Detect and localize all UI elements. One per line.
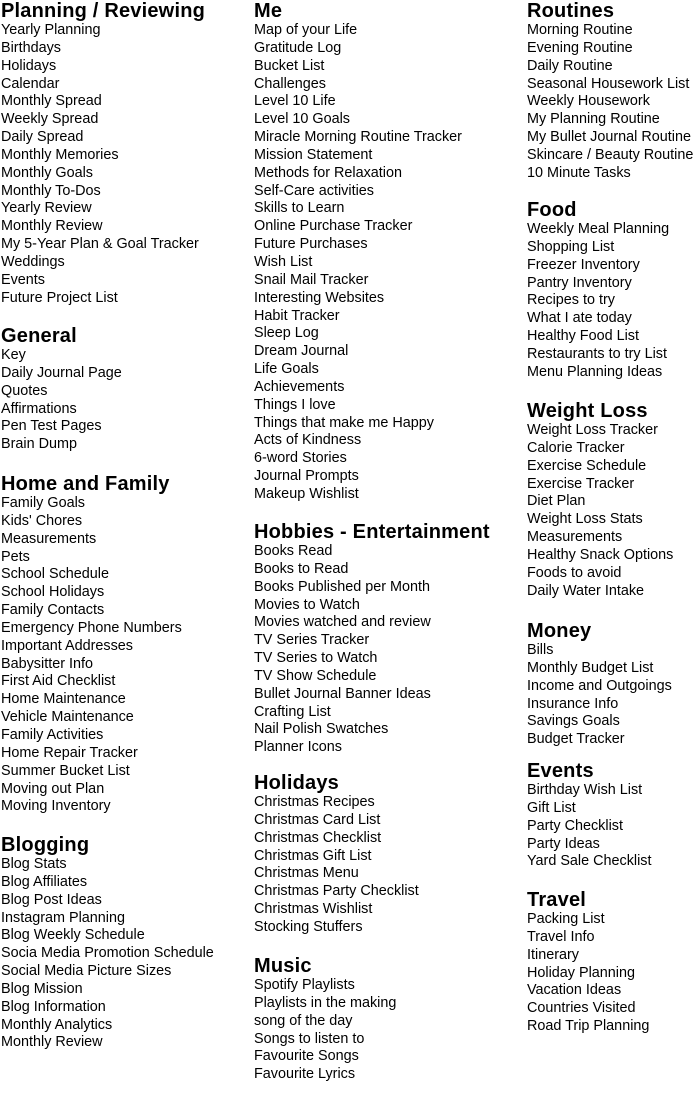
list-item: Socia Media Promotion Schedule [1, 945, 214, 962]
list-item: Gift List [527, 799, 576, 816]
list-item: Monthly Budget List [527, 659, 654, 676]
list-item: School Schedule [1, 566, 110, 583]
section-list [1, 856, 214, 1052]
list-item: Daily Journal Page [1, 364, 122, 381]
list-item: Insurance Info [527, 695, 619, 712]
list-item: Christmas Party Checklist [254, 883, 419, 900]
list-item: Pen Test Pages [1, 418, 102, 435]
list-item: Birthdays [1, 39, 61, 56]
list-item: Future Purchases [254, 236, 368, 253]
list-item: Important Addresses [1, 637, 133, 654]
section-events [527, 760, 652, 871]
list-item: Interesting Websites [254, 289, 385, 306]
section-heading: Routines [527, 0, 615, 22]
list-item: 6-word Stories [254, 450, 347, 467]
list-item: Events [1, 271, 45, 288]
list-item: Monthly Review [1, 1034, 103, 1051]
list-item: Exercise Schedule [527, 457, 647, 474]
list-item: Bullet Journal Banner Ideas [254, 685, 431, 702]
list-item: Vehicle Maintenance [1, 709, 134, 726]
list-item: Miracle Morning Routine Tracker [254, 129, 462, 146]
list-item: Songs to listen to [254, 1030, 365, 1047]
section-list [527, 22, 693, 183]
list-item: Quotes [1, 382, 48, 399]
list-item: 10 Minute Tasks [527, 164, 631, 181]
list-item: Birthday Wish List [527, 782, 643, 798]
list-item: Weekly Housework [527, 93, 650, 110]
list-item: Morning Routine [527, 22, 633, 38]
list-item: Weddings [1, 253, 65, 270]
list-item: Snail Mail Tracker [254, 271, 369, 288]
list-item: Christmas Gift List [254, 847, 372, 864]
list-item: Yard Sale Checklist [527, 853, 652, 870]
section-heading: Hobbies - Entertainment [254, 521, 490, 543]
section-list [527, 221, 669, 382]
section-music [254, 955, 396, 1084]
list-item: Yearly Planning [1, 22, 101, 38]
list-item: First Aid Checklist [1, 673, 116, 690]
list-item: Movies to Watch [254, 596, 360, 613]
section-list [1, 495, 182, 816]
list-item: Budget Tracker [527, 731, 625, 748]
list-item: Exercise Tracker [527, 475, 635, 492]
list-item: Affirmations [1, 400, 77, 417]
list-item: Weekly Spread [1, 111, 99, 128]
list-item: Emergency Phone Numbers [1, 619, 182, 636]
list-item: Monthly Goals [1, 164, 93, 181]
list-item: Christmas Checklist [254, 829, 382, 846]
list-item: Holidays [1, 57, 57, 74]
list-item: Planner Icons [254, 739, 342, 756]
list-item: Holiday Planning [527, 964, 636, 981]
list-item: Christmas Recipes [254, 794, 375, 810]
section-heading: Travel [527, 889, 587, 911]
section-heading: Holidays [254, 772, 339, 794]
list-item: Income and Outgoings [527, 677, 672, 694]
section-list [527, 642, 672, 749]
list-item: Kids' Chores [1, 512, 83, 529]
list-item: Menu Planning Ideas [527, 363, 663, 380]
list-item: Books to Read [254, 560, 349, 577]
list-item: Daily Spread [1, 129, 84, 146]
list-item: Methods for Relaxation [254, 164, 402, 181]
list-item: Packing List [527, 911, 605, 927]
list-item: Family Activities [1, 726, 104, 743]
list-item: Pets [1, 548, 30, 565]
section-general [1, 325, 122, 454]
section-hobbies-entertainment [254, 521, 490, 757]
list-item: Level 10 Life [254, 93, 336, 110]
section-travel [527, 889, 649, 1036]
list-item: Wish List [254, 253, 313, 270]
section-heading: Planning / Reviewing [1, 0, 206, 22]
list-item: Monthly Analytics [1, 1016, 113, 1033]
list-item: Healthy Snack Options [527, 546, 674, 563]
list-item: Level 10 Goals [254, 111, 350, 128]
section-weight-loss [527, 400, 673, 600]
list-item: TV Show Schedule [254, 667, 377, 684]
list-item: TV Series Tracker [254, 632, 370, 649]
list-item: Moving out Plan [1, 780, 105, 797]
list-item: My 5-Year Plan & Goal Tracker [1, 236, 199, 253]
list-item: Bucket List [254, 57, 325, 74]
list-item: Christmas Menu [254, 865, 359, 882]
list-item: Blog Affiliates [1, 873, 88, 890]
list-item: Shopping List [527, 238, 615, 255]
list-item: TV Series to Watch [254, 650, 378, 667]
list-item: Self-Care activities [254, 182, 374, 199]
section-routines [527, 0, 693, 183]
list-item: Movies watched and review [254, 614, 431, 631]
list-item: Family Contacts [1, 602, 105, 619]
list-item: Calorie Tracker [527, 439, 625, 456]
list-item: Nail Polish Swatches [254, 721, 389, 738]
section-list [254, 794, 419, 937]
list-item: Habit Tracker [254, 307, 340, 324]
list-item: Itinerary [527, 946, 579, 963]
list-item: Map of your Life [254, 22, 358, 38]
list-item: Daily Water Intake [527, 582, 645, 599]
list-item: Babysitter Info [1, 655, 93, 672]
list-item: Acts of Kindness [254, 432, 362, 449]
section-list [254, 977, 396, 1084]
list-item: Savings Goals [527, 713, 620, 730]
list-item: Makeup Wishlist [254, 485, 359, 502]
list-item: School Holidays [1, 584, 105, 601]
section-planning-reviewing [1, 0, 205, 308]
list-item: Mission Statement [254, 146, 373, 163]
list-item: Blog Mission [1, 980, 83, 997]
list-item: Weight Loss Stats [527, 511, 643, 528]
list-item: Blog Stats [1, 856, 67, 872]
list-item: Recipes to try [527, 292, 615, 309]
list-item: Road Trip Planning [527, 1018, 650, 1035]
list-item: Social Media Picture Sizes [1, 963, 172, 980]
list-item: Sleep Log [254, 325, 319, 342]
list-item: My Planning Routine [527, 111, 660, 128]
list-item: Travel Info [527, 928, 595, 945]
section-food [527, 199, 669, 382]
list-item: Brain Dump [1, 436, 77, 453]
list-item: Seasonal Housework List [527, 75, 690, 92]
list-item: Playlists in the making [254, 994, 397, 1011]
list-item: Measurements [527, 529, 623, 546]
list-item: Spotify Playlists [254, 977, 355, 993]
list-item: Life Goals [254, 361, 319, 378]
section-heading: Money [527, 620, 592, 642]
list-item: Gratitude Log [254, 39, 342, 56]
section-list [527, 911, 649, 1036]
list-item: Weekly Meal Planning [527, 221, 670, 237]
list-item: Home Maintenance [1, 691, 126, 708]
list-item: Party Ideas [527, 835, 600, 852]
list-item: Challenges [254, 75, 327, 92]
list-item: Online Purchase Tracker [254, 218, 413, 235]
list-item: Restaurants to try List [527, 345, 667, 362]
section-list [254, 22, 462, 504]
list-item: Moving Inventory [1, 798, 111, 815]
list-item: My Bullet Journal Routine [527, 129, 691, 146]
list-item: Yearly Review [1, 200, 92, 217]
list-item: Weight Loss Tracker [527, 422, 658, 438]
list-item: Dream Journal [254, 343, 349, 360]
section-heading: Home and Family [1, 473, 170, 495]
section-home-and-family [1, 473, 182, 816]
list-item: Healthy Food List [527, 328, 639, 345]
list-item: Countries Visited [527, 1000, 636, 1017]
section-list [1, 22, 205, 308]
list-item: Crafting List [254, 703, 331, 720]
section-list [527, 782, 652, 871]
section-heading: General [1, 325, 77, 347]
list-item: Books Published per Month [254, 578, 430, 595]
section-holidays [254, 772, 419, 937]
list-item: Favourite Songs [254, 1048, 359, 1065]
section-me [254, 0, 462, 504]
list-item: Key [1, 347, 26, 363]
list-item: Diet Plan [527, 493, 586, 510]
list-item: Pantry Inventory [527, 274, 632, 291]
list-item: Family Goals [1, 495, 85, 511]
section-heading: Food [527, 199, 577, 221]
list-item: Calendar [1, 75, 60, 92]
list-item: Christmas Wishlist [254, 901, 373, 918]
list-item: Evening Routine [527, 39, 633, 56]
section-heading: Events [527, 760, 594, 782]
list-item: Christmas Card List [254, 811, 381, 828]
list-item: Skills to Learn [254, 200, 345, 217]
list-item: Favourite Lyrics [254, 1066, 356, 1083]
list-item: Party Checklist [527, 817, 623, 834]
list-item: Freezer Inventory [527, 256, 640, 273]
list-item: Blog Post Ideas [1, 891, 102, 908]
list-item: Books Read [254, 543, 333, 559]
section-blogging [1, 834, 214, 1052]
section-heading: Weight Loss [527, 400, 648, 422]
list-item: song of the day [254, 1012, 353, 1029]
section-money [527, 620, 672, 749]
list-item: Future Project List [1, 289, 118, 306]
list-item: Measurements [1, 530, 97, 547]
list-item: Things that make me Happy [254, 414, 434, 431]
list-item: Instagram Planning [1, 909, 125, 926]
list-item: Achievements [254, 378, 345, 395]
list-item: Journal Prompts [254, 468, 359, 485]
list-item: Blog Weekly Schedule [1, 927, 145, 944]
list-item: Blog Information [1, 998, 106, 1015]
list-item: Things I love [254, 396, 336, 413]
section-list [527, 422, 673, 600]
section-list [254, 543, 490, 757]
section-heading: Music [254, 955, 312, 977]
list-item: Stocking Stuffers [254, 918, 363, 935]
list-item: Foods to avoid [527, 564, 622, 581]
list-item: Vacation Ideas [527, 982, 622, 999]
list-item: Summer Bucket List [1, 762, 130, 779]
list-item: Bills [527, 642, 554, 658]
list-item: What I ate today [527, 310, 632, 327]
list-item: Monthly To-Dos [1, 182, 101, 199]
list-item: Skincare / Beauty Routine [527, 146, 694, 163]
list-item: Monthly Review [1, 218, 103, 235]
section-heading: Me [254, 0, 283, 22]
list-item: Monthly Spread [1, 93, 102, 110]
section-list [1, 347, 122, 454]
list-item: Daily Routine [527, 57, 613, 74]
list-item: Home Repair Tracker [1, 744, 138, 761]
list-item: Monthly Memories [1, 146, 119, 163]
section-heading: Blogging [1, 834, 90, 856]
